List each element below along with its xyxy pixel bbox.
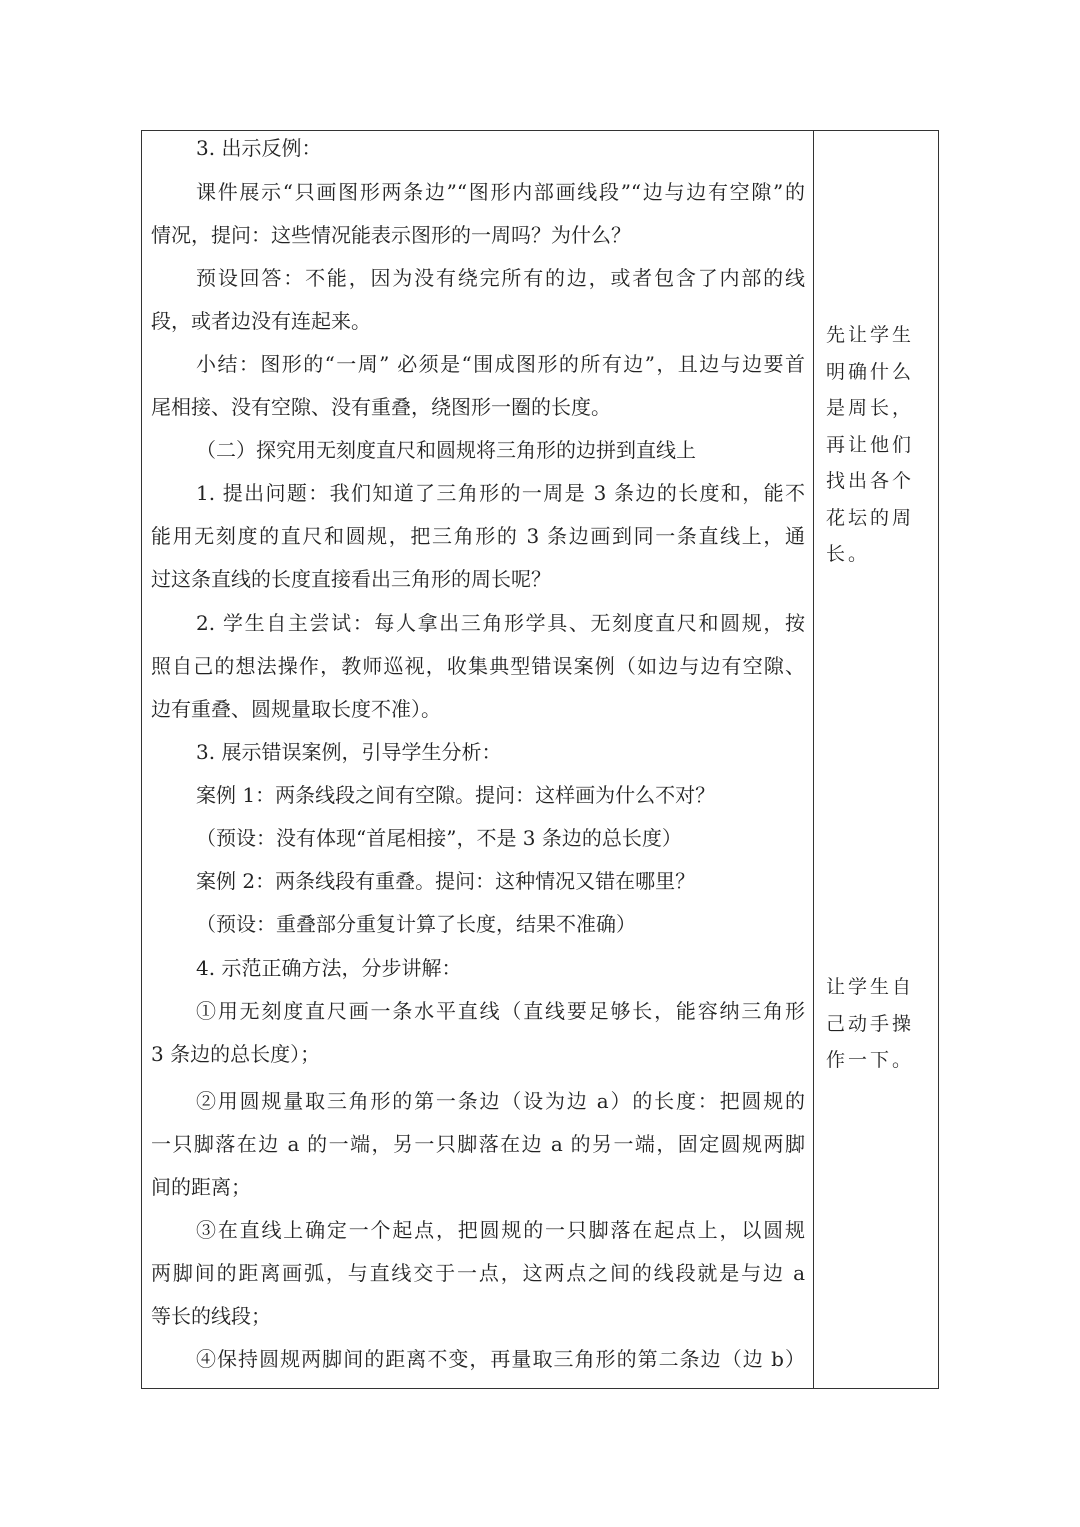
column-divider bbox=[813, 131, 814, 1388]
text-line: 间的距离； bbox=[151, 1175, 251, 1199]
text-line: ④保持圆规两脚间的距离不变，再量取三角形的第二条边（边 b） bbox=[196, 1347, 805, 1371]
text-line: 边有重叠、圆规量取长度不准）。 bbox=[151, 697, 441, 721]
text-line: 4. 示范正确方法，分步讲解： bbox=[196, 956, 462, 980]
teaching-process-cell bbox=[142, 131, 813, 1388]
text-line: 案例 2：两条线段有重叠。提问：这种情况又错在哪里？ bbox=[196, 869, 696, 893]
text-line: ①用无刻度直尺画一条水平直线（直线要足够长，能容纳三角形 bbox=[196, 999, 805, 1023]
text-line: ③在直线上确定一个起点，把圆规的一只脚落在起点上，以圆规 bbox=[196, 1218, 805, 1242]
text-line: 等长的线段； bbox=[151, 1304, 271, 1328]
text-line: （预设：没有体现“首尾相接”，不是 3 条边的总长度） bbox=[196, 826, 682, 850]
text-line: 尾相接、没有空隙、没有重叠，绕图形一圈的长度。 bbox=[151, 395, 611, 419]
text-line: 小结：图形的“一周” 必须是“围成图形的所有边”，且边与边要首 bbox=[196, 352, 805, 376]
design-note: 让学生自己动手操作一下。 bbox=[826, 976, 915, 1071]
text-line: （预设：重叠部分重复计算了长度，结果不准确） bbox=[196, 912, 636, 936]
section-heading: （二）探究用无刻度直尺和圆规将三角形的边拼到直线上 bbox=[196, 438, 696, 462]
text-line: 案例 1：两条线段之间有空隙。提问：这样画为什么不对？ bbox=[196, 783, 716, 807]
design-notes-cell bbox=[815, 131, 938, 1388]
text-line: 过这条直线的长度直接看出三角形的周长呢？ bbox=[151, 567, 551, 591]
text-line: 1. 提出问题：我们知道了三角形的一周是 3 条边的长度和，能不 bbox=[196, 481, 805, 505]
text-line: 两脚间的距离画弧，与直线交于一点，这两点之间的线段就是与边 a bbox=[151, 1261, 805, 1285]
text-line: 能用无刻度的直尺和圆规，把三角形的 3 条边画到同一条直线上，通 bbox=[151, 524, 805, 548]
text-line: 课件展示“只画图形两条边”“图形内部画线段”“边与边有空隙”的 bbox=[196, 180, 805, 204]
text-line: 段，或者边没有连起来。 bbox=[151, 309, 371, 333]
text-line: 3 条边的总长度）； bbox=[151, 1042, 321, 1066]
lesson-table bbox=[141, 130, 939, 1389]
text-line: 3. 展示错误案例，引导学生分析： bbox=[196, 740, 502, 764]
text-line: 照自己的想法操作，教师巡视，收集典型错误案例（如边与边有空隙、 bbox=[151, 654, 805, 678]
text-line: 预设回答：不能，因为没有绕完所有的边，或者包含了内部的线 bbox=[196, 266, 805, 290]
text-line: 情况，提问：这些情况能表示图形的一周吗？为什么？ bbox=[151, 223, 631, 247]
text-line: ②用圆规量取三角形的第一条边（设为边 a）的长度：把圆规的 bbox=[196, 1089, 805, 1113]
design-note: 先让学生明确什么是周长，再让他们找出各个花坛的周长。 bbox=[826, 324, 915, 565]
text-line: 2. 学生自主尝试：每人拿出三角形学具、无刻度直尺和圆规，按 bbox=[196, 611, 805, 635]
text-line: 一只脚落在边 a 的一端，另一只脚落在边 a 的另一端，固定圆规两脚 bbox=[151, 1132, 805, 1156]
text-line: 3. 出示反例： bbox=[196, 136, 322, 160]
